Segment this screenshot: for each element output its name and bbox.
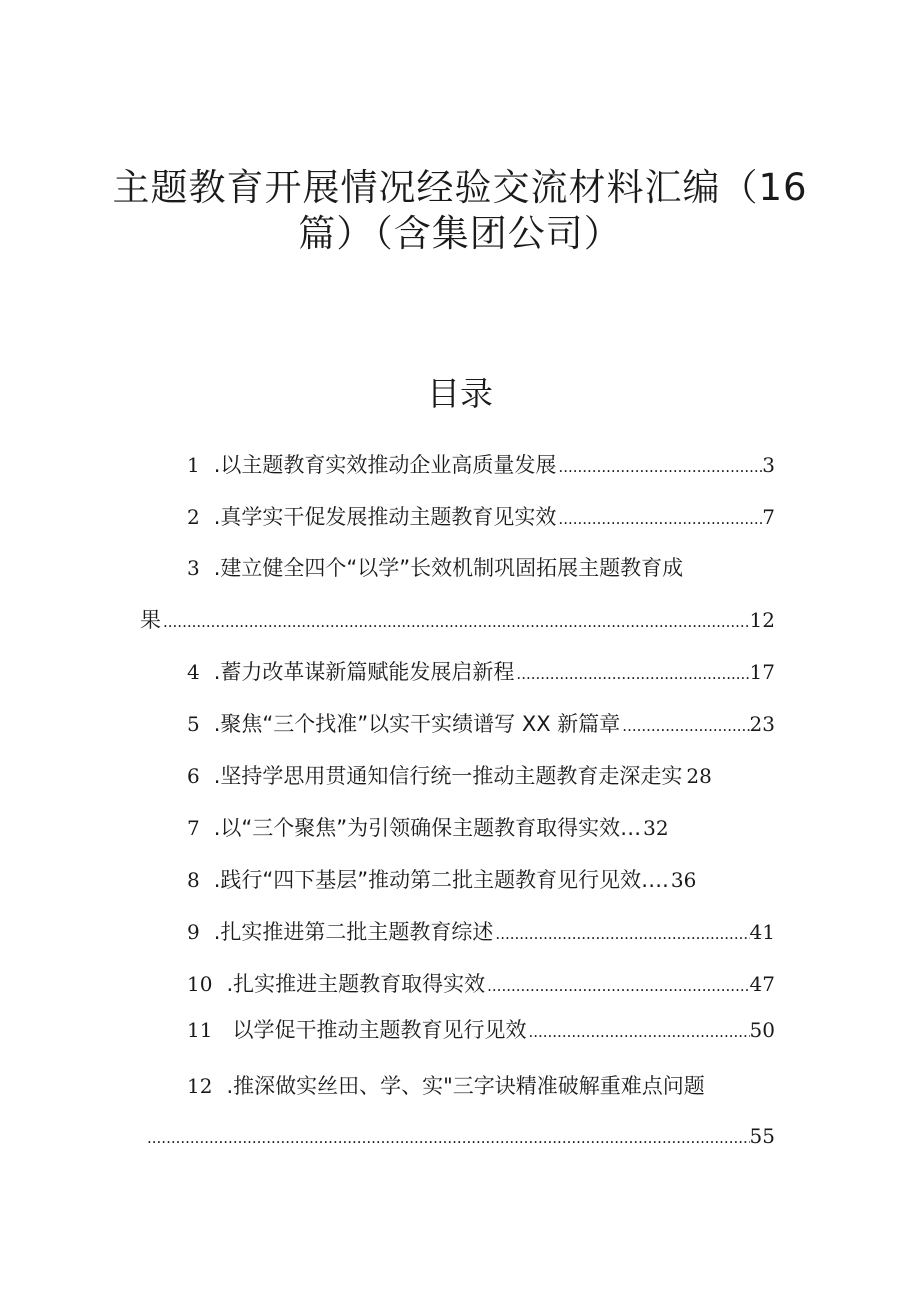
toc-entry-3-continued[interactable] [140, 604, 775, 636]
toc-number: 7 [187, 816, 200, 840]
title-line-2: 篇）（含集团公司） [298, 212, 622, 255]
toc-entry-10[interactable] [140, 968, 775, 1000]
toc-leader-dots [493, 918, 749, 950]
toc-page-number: 28 [686, 764, 712, 788]
toc-page-number: 47 [749, 972, 775, 996]
toc-page-number: 55 [749, 1124, 775, 1148]
toc-page-number: 7 [762, 505, 775, 529]
toc-entry-4[interactable] [140, 656, 775, 688]
toc-number: 4 [187, 660, 200, 684]
toc-heading: 目录 [427, 374, 493, 413]
toc-entry-1[interactable] [140, 449, 775, 481]
toc-number: 11 [187, 1018, 213, 1042]
toc-leader-dots [145, 1122, 750, 1154]
toc-page-number: 36 [670, 868, 697, 892]
toc-entry-6[interactable] [140, 760, 775, 792]
toc-title: .建立健全四个“以学”长效机制巩固拓展主题教育成 [213, 556, 684, 580]
toc-page-number: 50 [749, 1018, 775, 1042]
toc-title: .真学实干促发展推动主题教育见实效 [213, 505, 557, 529]
toc-title: .以主题教育实效推动企业高质量发展 [213, 453, 557, 477]
toc-number: 3 [187, 556, 200, 580]
toc-title: .扎实推进主题教育取得实效 [226, 972, 486, 996]
toc-title-continued: 果 [140, 608, 161, 632]
toc-leader-dots [514, 658, 749, 690]
toc-number: 6 [187, 764, 200, 788]
toc-leader-dots [556, 451, 762, 483]
toc-page-number: 12 [749, 608, 775, 632]
toc-number: 10 [187, 972, 213, 996]
toc-title: .聚焦“三个找准”以实干实绩谱写 XX 新篇章 [213, 712, 621, 736]
toc-page-number: 41 [749, 920, 775, 944]
toc-title: .蓄力改革谋新篇赋能发展启新程 [213, 660, 515, 684]
toc-entry-12-continued[interactable] [145, 1120, 775, 1152]
toc-entry-11[interactable] [140, 1014, 775, 1046]
toc-leader-dots [556, 503, 762, 535]
toc-title: .践行“四下基层”推动第二批主题教育见行见效…. [213, 868, 669, 892]
toc-title: .以“三个聚焦”为引领确保主题教育取得实效… [213, 816, 642, 840]
toc-entry-8[interactable] [140, 864, 775, 896]
toc-entry-12[interactable] [140, 1070, 775, 1102]
toc-entry-9[interactable] [140, 916, 775, 948]
title-line-1: 主题教育开展情况经验交流材料汇编（16 [112, 166, 808, 209]
toc-entry-2[interactable] [140, 501, 775, 533]
toc-number: 1 [187, 453, 200, 477]
toc-page-number: 23 [749, 712, 775, 736]
toc-title: .坚持学思用贯通知信行统一推动主题教育走深走实 [213, 764, 683, 788]
toc-number: 5 [187, 712, 200, 736]
toc-page-number: 32 [643, 816, 669, 840]
toc-title: .扎实推进第二批主题教育综述 [213, 920, 494, 944]
toc-entry-7[interactable] [140, 812, 775, 844]
toc-leader-dots [161, 606, 750, 638]
toc-leader-dots [620, 710, 749, 742]
toc-entry-5[interactable] [140, 708, 775, 740]
toc-number: 2 [187, 505, 200, 529]
toc-page-number: 17 [749, 660, 775, 684]
toc-number: 12 [187, 1074, 213, 1098]
toc-page-number: 3 [762, 453, 775, 477]
toc-title: 以学促干推动主题教育见行见效 [232, 1018, 527, 1042]
toc-title: .推深做实丝田、学、实"三字诀精准破解重难点问题 [226, 1074, 705, 1098]
toc-number: 9 [187, 920, 200, 944]
toc-leader-dots [526, 1016, 749, 1048]
toc-leader-dots [485, 970, 749, 1002]
toc-entry-3[interactable] [140, 552, 775, 584]
toc-number: 8 [187, 868, 200, 892]
